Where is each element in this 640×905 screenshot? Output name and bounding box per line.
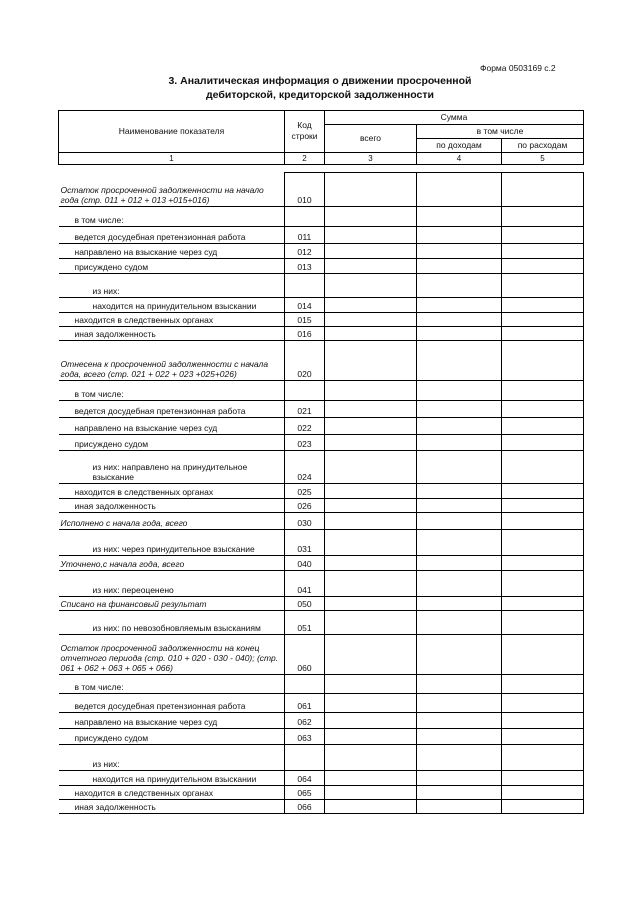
row-name: находится в следственных органах xyxy=(59,484,285,499)
income-cell[interactable] xyxy=(417,259,502,274)
title-line-2: дебиторской, кредиторской задолженности xyxy=(206,89,434,101)
income-cell[interactable] xyxy=(417,745,502,771)
total-cell[interactable] xyxy=(325,274,417,298)
row-name: Исполнено с начала года, всего xyxy=(59,513,285,530)
total-cell[interactable] xyxy=(325,259,417,274)
table-row xyxy=(59,694,584,713)
row-code: 064 xyxy=(285,771,325,786)
table-row xyxy=(59,451,584,484)
table-row xyxy=(59,556,584,571)
table-row xyxy=(59,571,584,597)
table-row xyxy=(59,611,584,635)
total-cell[interactable] xyxy=(325,745,417,771)
income-cell[interactable] xyxy=(417,571,502,597)
table-row xyxy=(59,530,584,556)
expenses-cell[interactable] xyxy=(502,694,584,713)
income-cell[interactable] xyxy=(417,635,502,675)
total-cell[interactable] xyxy=(325,499,417,513)
row-code xyxy=(285,274,325,298)
row-name: присуждено судом xyxy=(59,259,285,274)
row-name: находится на принудительном взыскании xyxy=(59,771,285,786)
row-name: присуждено судом xyxy=(59,729,285,745)
expenses-cell[interactable] xyxy=(502,771,584,786)
row-code xyxy=(285,745,325,771)
expenses-cell[interactable] xyxy=(502,729,584,745)
total-cell[interactable] xyxy=(325,713,417,729)
table-row xyxy=(59,298,584,313)
table-row xyxy=(59,207,584,227)
row-name: присуждено судом xyxy=(59,435,285,451)
total-cell[interactable] xyxy=(325,513,417,530)
expenses-cell[interactable] xyxy=(502,418,584,435)
expenses-cell[interactable] xyxy=(502,571,584,597)
income-cell[interactable] xyxy=(417,227,502,244)
table-row xyxy=(59,635,584,675)
header-code: Код строки xyxy=(285,111,325,153)
row-name: из них: xyxy=(59,745,285,771)
row-name: иная задолженность xyxy=(59,327,285,341)
table-row xyxy=(59,418,584,435)
table-row xyxy=(59,499,584,513)
header-name: Наименование показателя xyxy=(59,111,285,153)
expenses-cell[interactable] xyxy=(502,556,584,571)
table-body xyxy=(59,173,584,814)
income-cell[interactable] xyxy=(417,786,502,800)
total-cell[interactable] xyxy=(325,298,417,313)
income-cell[interactable] xyxy=(417,675,502,694)
total-cell[interactable] xyxy=(325,800,417,814)
row-name: из них: через принудительное взыскание xyxy=(59,530,285,556)
row-code: 026 xyxy=(285,499,325,513)
total-cell[interactable] xyxy=(325,556,417,571)
total-cell[interactable] xyxy=(325,571,417,597)
total-cell[interactable] xyxy=(325,313,417,327)
expenses-cell[interactable] xyxy=(502,313,584,327)
row-name: Отнесена к просроченной задолженности с начала года, всего (стр. 021 + 022 + 023 +025+026) xyxy=(59,341,285,381)
row-code: 041 xyxy=(285,571,325,597)
income-cell[interactable] xyxy=(417,597,502,611)
row-name: из них: переоценено xyxy=(59,571,285,597)
row-code xyxy=(285,381,325,401)
income-cell[interactable] xyxy=(417,729,502,745)
total-cell[interactable] xyxy=(325,675,417,694)
row-code: 010 xyxy=(285,173,325,207)
row-code: 024 xyxy=(285,451,325,484)
row-name: из них: направлено на принудительное взыскание xyxy=(59,451,285,484)
column-number: 2 xyxy=(285,153,325,165)
expenses-cell[interactable] xyxy=(502,800,584,814)
row-name: Остаток просроченной задолженности на конец отчетного периода (стр. 010 + 020 - 030 - 040); (стр. 061 + 062 + 063 + 065 + 066) xyxy=(59,635,285,675)
row-code: 014 xyxy=(285,298,325,313)
table-row xyxy=(59,771,584,786)
column-number: 5 xyxy=(502,153,584,165)
total-cell[interactable] xyxy=(325,786,417,800)
row-code: 015 xyxy=(285,313,325,327)
expenses-cell[interactable] xyxy=(502,499,584,513)
table-row xyxy=(59,327,584,341)
row-code: 065 xyxy=(285,786,325,800)
income-cell[interactable] xyxy=(417,451,502,484)
row-code: 060 xyxy=(285,635,325,675)
row-code xyxy=(285,207,325,227)
expenses-cell[interactable] xyxy=(502,611,584,635)
expenses-cell[interactable] xyxy=(502,341,584,381)
table-row xyxy=(59,173,584,207)
income-cell[interactable] xyxy=(417,173,502,207)
table-row xyxy=(59,401,584,418)
income-cell[interactable] xyxy=(417,713,502,729)
row-code: 012 xyxy=(285,244,325,259)
total-cell[interactable] xyxy=(325,451,417,484)
income-cell[interactable] xyxy=(417,381,502,401)
row-code: 051 xyxy=(285,611,325,635)
table-row xyxy=(59,786,584,800)
expenses-cell[interactable] xyxy=(502,298,584,313)
row-name: направлено на взыскание через суд xyxy=(59,713,285,729)
row-name: в том числе: xyxy=(59,381,285,401)
income-cell[interactable] xyxy=(417,298,502,313)
expenses-cell[interactable] xyxy=(502,675,584,694)
row-name: иная задолженность xyxy=(59,499,285,513)
total-cell[interactable] xyxy=(325,207,417,227)
total-cell[interactable] xyxy=(325,694,417,713)
expenses-cell[interactable] xyxy=(502,435,584,451)
row-name: из них: по невозобновляемым взысканиям xyxy=(59,611,285,635)
income-cell[interactable] xyxy=(417,313,502,327)
income-cell[interactable] xyxy=(417,611,502,635)
table-row xyxy=(59,341,584,381)
total-cell[interactable] xyxy=(325,341,417,381)
table-row xyxy=(59,313,584,327)
column-number: 1 xyxy=(59,153,285,165)
total-cell[interactable] xyxy=(325,635,417,675)
row-name: ведется досудебная претензионная работа xyxy=(59,694,285,713)
income-cell[interactable] xyxy=(417,694,502,713)
income-cell[interactable] xyxy=(417,207,502,227)
row-code: 011 xyxy=(285,227,325,244)
row-name: находится в следственных органах xyxy=(59,786,285,800)
total-cell[interactable] xyxy=(325,327,417,341)
table-row xyxy=(59,745,584,771)
row-code: 025 xyxy=(285,484,325,499)
total-cell[interactable] xyxy=(325,729,417,745)
table-row xyxy=(59,227,584,244)
expenses-cell[interactable] xyxy=(502,401,584,418)
row-name: ведется досудебная претензионная работа xyxy=(59,227,285,244)
header-including: в том числе xyxy=(417,125,584,139)
total-cell[interactable] xyxy=(325,227,417,244)
row-name: направлено на взыскание через суд xyxy=(59,244,285,259)
table-row xyxy=(59,729,584,745)
debt-table xyxy=(58,110,584,814)
header-income: по доходам xyxy=(417,139,502,153)
row-name: Уточнено,с начала года, всего xyxy=(59,556,285,571)
table-row xyxy=(59,244,584,259)
total-cell[interactable] xyxy=(325,418,417,435)
row-code: 063 xyxy=(285,729,325,745)
row-code: 066 xyxy=(285,800,325,814)
total-cell[interactable] xyxy=(325,611,417,635)
expenses-cell[interactable] xyxy=(502,597,584,611)
row-code: 021 xyxy=(285,401,325,418)
expenses-cell[interactable] xyxy=(502,713,584,729)
row-name: Списано на финансовый результат xyxy=(59,597,285,611)
income-cell[interactable] xyxy=(417,401,502,418)
row-name: находится на принудительном взыскании xyxy=(59,298,285,313)
row-code: 061 xyxy=(285,694,325,713)
row-code: 062 xyxy=(285,713,325,729)
expenses-cell[interactable] xyxy=(502,207,584,227)
expenses-cell[interactable] xyxy=(502,173,584,207)
header-expenses: по расходам xyxy=(502,139,584,153)
expenses-cell[interactable] xyxy=(502,227,584,244)
expenses-cell[interactable] xyxy=(502,786,584,800)
table-row xyxy=(59,435,584,451)
income-cell[interactable] xyxy=(417,499,502,513)
income-cell[interactable] xyxy=(417,530,502,556)
expenses-cell[interactable] xyxy=(502,484,584,499)
table-row xyxy=(59,597,584,611)
income-cell[interactable] xyxy=(417,274,502,298)
expenses-cell[interactable] xyxy=(502,745,584,771)
column-number: 3 xyxy=(325,153,417,165)
total-cell[interactable] xyxy=(325,173,417,207)
row-code: 050 xyxy=(285,597,325,611)
total-cell[interactable] xyxy=(325,597,417,611)
table-row xyxy=(59,274,584,298)
row-name: иная задолженность xyxy=(59,800,285,814)
page-title xyxy=(0,74,640,102)
row-code: 020 xyxy=(285,341,325,381)
income-cell[interactable] xyxy=(417,800,502,814)
expenses-cell[interactable] xyxy=(502,513,584,530)
income-cell[interactable] xyxy=(417,484,502,499)
row-code: 016 xyxy=(285,327,325,341)
row-name: ведется досудебная претензионная работа xyxy=(59,401,285,418)
expenses-cell[interactable] xyxy=(502,381,584,401)
row-code xyxy=(285,675,325,694)
table-row xyxy=(59,484,584,499)
row-code: 040 xyxy=(285,556,325,571)
header-sum: Сумма xyxy=(325,111,584,125)
income-cell[interactable] xyxy=(417,435,502,451)
row-code: 022 xyxy=(285,418,325,435)
row-name: Остаток просроченной задолженности на начало года (стр. 011 + 012 + 013 +015+016) xyxy=(59,173,285,207)
expenses-cell[interactable] xyxy=(502,451,584,484)
table-row xyxy=(59,675,584,694)
total-cell[interactable] xyxy=(325,401,417,418)
table-row xyxy=(59,259,584,274)
total-cell[interactable] xyxy=(325,530,417,556)
row-name: в том числе: xyxy=(59,675,285,694)
income-cell[interactable] xyxy=(417,341,502,381)
total-cell[interactable] xyxy=(325,381,417,401)
total-cell[interactable] xyxy=(325,484,417,499)
total-cell[interactable] xyxy=(325,435,417,451)
income-cell[interactable] xyxy=(417,244,502,259)
expenses-cell[interactable] xyxy=(502,244,584,259)
row-name: в том числе: xyxy=(59,207,285,227)
total-cell[interactable] xyxy=(325,771,417,786)
row-name: из них: xyxy=(59,274,285,298)
table-row xyxy=(59,713,584,729)
row-code: 030 xyxy=(285,513,325,530)
table-row xyxy=(59,513,584,530)
row-name: направлено на взыскание через суд xyxy=(59,418,285,435)
expenses-cell[interactable] xyxy=(502,274,584,298)
expenses-cell[interactable] xyxy=(502,530,584,556)
expenses-cell[interactable] xyxy=(502,259,584,274)
form-code: Форма 0503169 с.2 xyxy=(480,63,556,73)
income-cell[interactable] xyxy=(417,556,502,571)
header-total: всего xyxy=(325,125,417,153)
total-cell[interactable] xyxy=(325,244,417,259)
title-line-1: 3. Аналитическая информация о движении просроченной xyxy=(168,75,472,87)
table-row xyxy=(59,381,584,401)
income-cell[interactable] xyxy=(417,513,502,530)
income-cell[interactable] xyxy=(417,418,502,435)
expenses-cell[interactable] xyxy=(502,327,584,341)
expenses-cell[interactable] xyxy=(502,635,584,675)
income-cell[interactable] xyxy=(417,327,502,341)
income-cell[interactable] xyxy=(417,771,502,786)
column-number: 4 xyxy=(417,153,502,165)
row-code: 031 xyxy=(285,530,325,556)
row-code: 023 xyxy=(285,435,325,451)
row-code: 013 xyxy=(285,259,325,274)
table-row xyxy=(59,800,584,814)
row-name: находится в следственных органах xyxy=(59,313,285,327)
